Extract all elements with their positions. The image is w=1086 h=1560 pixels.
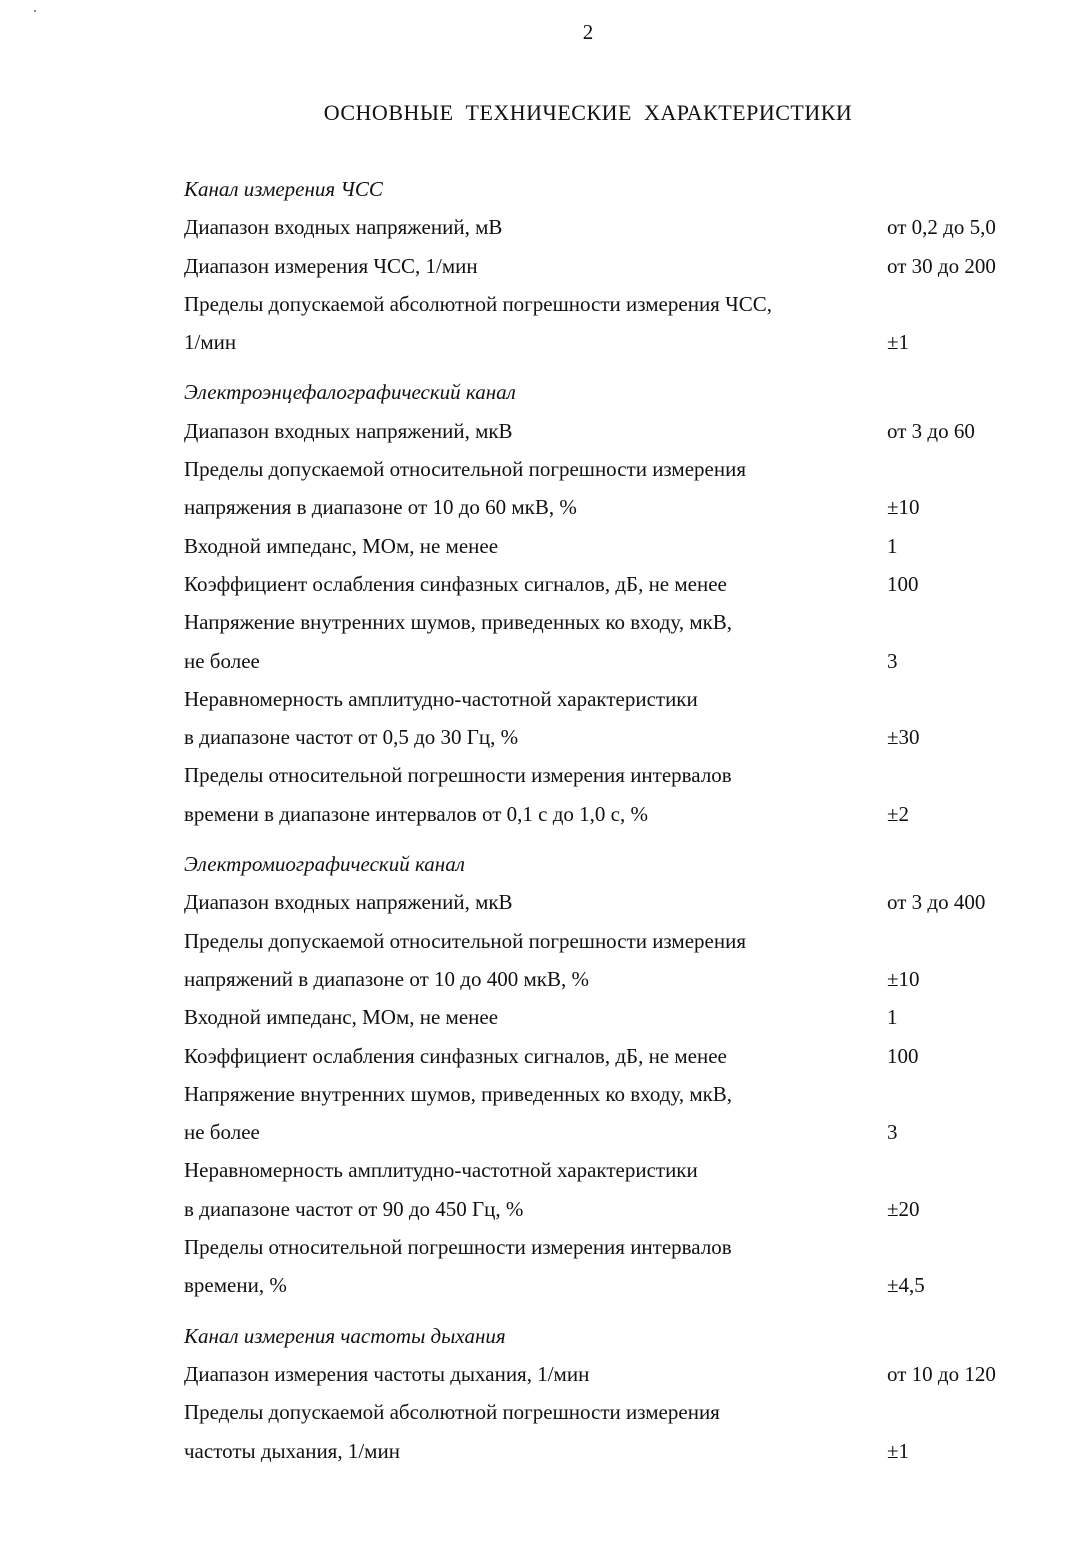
spec-label: Неравномерность амплитудно-частотной характеристики: [184, 686, 698, 711]
spec-row: [184, 565, 1064, 603]
section-title: Электроэнцефалографический канал: [184, 380, 516, 405]
spec-label: Входной импеданс, МОм, не менее: [184, 533, 499, 558]
spec-label: частоты дыхания, 1/мин: [184, 1438, 400, 1463]
section-title: Канал измерения ЧСС: [184, 177, 383, 201]
spec-label: не более: [184, 648, 260, 673]
spec-value: 1: [887, 1005, 898, 1030]
spec-row: [184, 1393, 1064, 1470]
spec-label: в диапазоне частот от 0,5 до 30 Гц, %: [184, 725, 519, 750]
spec-value: ±20: [887, 1196, 920, 1221]
spec-label: Пределы допускаемой относительной погрешности измерения: [184, 457, 746, 482]
spec-row: [184, 1228, 1064, 1305]
section-title: Канал измерения частоты дыхания: [184, 1323, 506, 1348]
spec-label: не более: [184, 1120, 260, 1145]
spec-value: ±4,5: [887, 1273, 925, 1298]
spec-label: Коэффициент ослабления синфазных сигналов, дБ, не менее: [184, 1043, 727, 1068]
spec-label: Неравномерность амплитудно-частотной характеристики: [184, 1158, 698, 1183]
spec-section: [184, 170, 1064, 361]
spec-value: ±10: [887, 966, 920, 991]
spec-row: [184, 756, 1064, 833]
section-gap: [184, 1305, 1064, 1317]
spec-label: Входной импеданс, МОм, не менее: [184, 1005, 499, 1030]
spec-value: 3: [887, 1120, 898, 1145]
spec-label: напряжений в диапазоне от 10 до 400 мкВ, %: [184, 966, 589, 991]
spec-value: ±2: [887, 801, 910, 826]
spec-label: Пределы относительной погрешности измерения интервалов: [184, 763, 732, 788]
spec-value: от 30 до 200: [887, 253, 996, 278]
spec-label: напряжения в диапазоне от 10 до 60 мкВ, %: [184, 495, 577, 520]
spec-label: времени, %: [184, 1273, 287, 1298]
spec-row: [184, 603, 1064, 680]
spec-value: 100: [887, 1043, 919, 1068]
spec-row: [184, 1075, 1064, 1152]
spec-value: от 0,2 до 5,0: [887, 215, 996, 240]
spec-label: в диапазоне частот от 90 до 450 Гц, %: [184, 1196, 524, 1221]
spec-value: ±1: [887, 1438, 910, 1463]
section-gap: [184, 833, 1064, 845]
spec-section: [184, 1317, 1064, 1470]
section-title: Электромиографический канал: [184, 852, 465, 877]
spec-label: 1/мин: [184, 330, 237, 355]
spec-row: [184, 998, 1064, 1036]
spec-row: [184, 208, 1064, 246]
spec-row: [184, 450, 1064, 527]
spec-row: [184, 1151, 1064, 1228]
spec-row: [184, 527, 1064, 565]
spec-value: от 3 до 400: [887, 890, 986, 915]
spec-label: Диапазон измерения частоты дыхания, 1/мин: [184, 1361, 590, 1386]
spec-label: Пределы допускаемой абсолютной погрешности измерения: [184, 1400, 720, 1425]
spec-label: Диапазон входных напряжений, мВ: [184, 215, 503, 240]
spec-label: Коэффициент ослабления синфазных сигналов, дБ, не менее: [184, 571, 727, 596]
spec-label: Напряжение внутренних шумов, приведенных ко входу, мкВ,: [184, 610, 733, 635]
spec-value: 100: [887, 571, 919, 596]
spec-section: [184, 845, 1064, 1305]
spec-value: 3: [887, 648, 898, 673]
spec-label: Диапазон входных напряжений, мкВ: [184, 418, 513, 443]
spec-row: [184, 247, 1064, 285]
spec-label: Пределы допускаемой относительной погрешности измерения: [184, 928, 746, 953]
scan-speck: [34, 10, 36, 12]
spec-value: 1: [887, 533, 898, 558]
spec-row: [184, 412, 1064, 450]
page-title: ОСНОВНЫЕ ТЕХНИЧЕСКИЕ ХАРАКТЕРИСТИКИ: [323, 100, 853, 125]
page-number: 2: [582, 20, 594, 44]
spec-list: [184, 170, 1064, 1470]
spec-label: Диапазон измерения ЧСС, 1/мин: [184, 253, 478, 278]
spec-row: [184, 883, 1064, 921]
spec-label: времени в диапазоне интервалов от 0,1 с до 1,0 с, %: [184, 801, 648, 826]
spec-value: от 10 до 120: [887, 1361, 996, 1386]
spec-row: [184, 1037, 1064, 1075]
spec-section: [184, 373, 1064, 833]
spec-row: [184, 1355, 1064, 1393]
spec-label: Напряжение внутренних шумов, приведенных ко входу, мкВ,: [184, 1081, 733, 1106]
section-gap: [184, 361, 1064, 373]
spec-value: ±30: [887, 725, 920, 750]
spec-value: ±10: [887, 495, 920, 520]
spec-label: Пределы относительной погрешности измерения интервалов: [184, 1235, 732, 1260]
spec-row: [184, 922, 1064, 999]
spec-row: [184, 680, 1064, 757]
spec-label: Диапазон входных напряжений, мкВ: [184, 890, 513, 915]
spec-row: [184, 285, 1064, 362]
spec-value: от 3 до 60: [887, 418, 975, 443]
spec-value: ±1: [887, 330, 910, 355]
spec-label: Пределы допускаемой абсолютной погрешности измерения ЧСС,: [184, 291, 772, 316]
